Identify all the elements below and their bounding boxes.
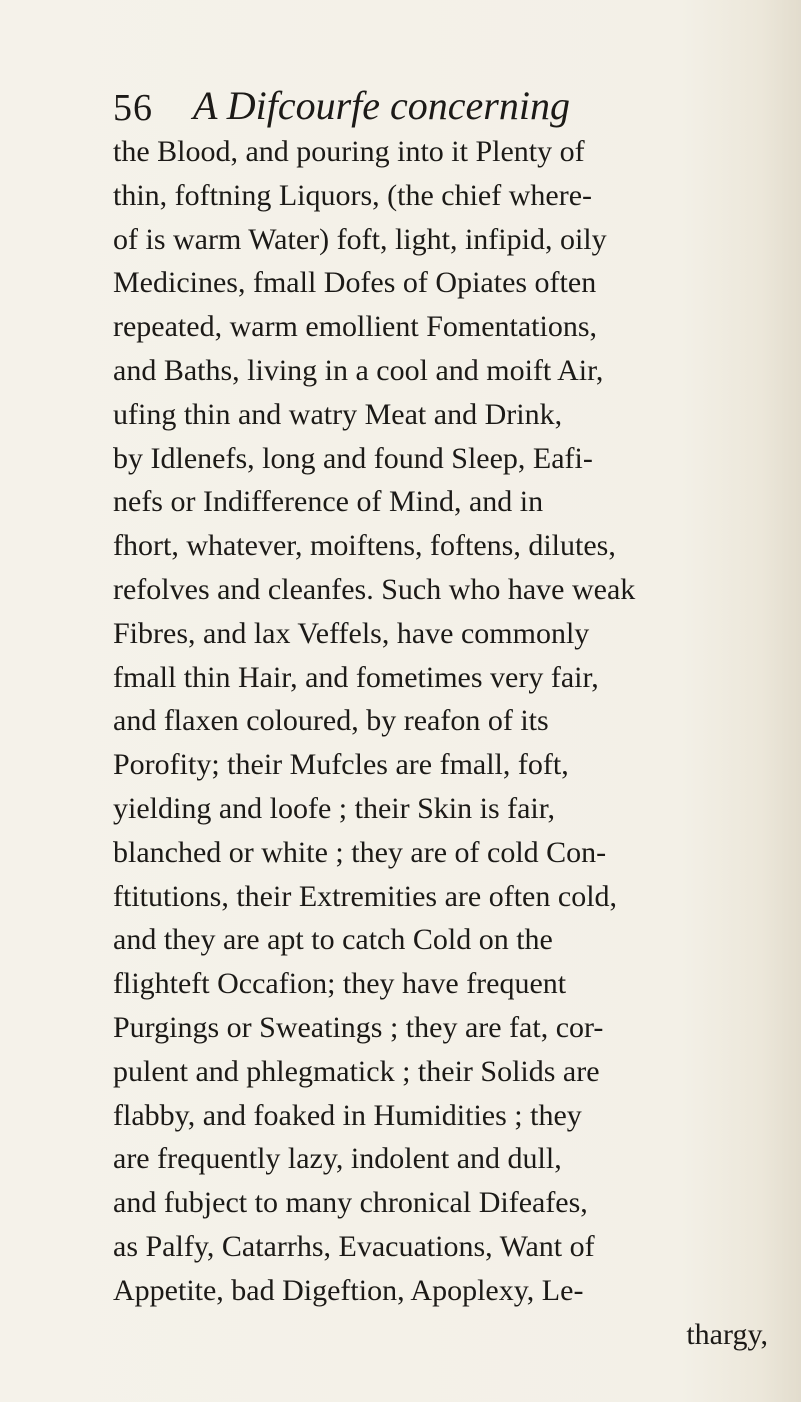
text-line: Appetite, bad Digeftion, Apoplexy, Le- [113,1273,584,1307]
text-line: and Baths, living in a cool and moift Air, [113,353,604,387]
text-line: nefs or Indifference of Mind, and in [113,485,544,519]
body-text [113,130,793,1356]
text-line: flabby, and foaked in Humidities ; they [113,1098,582,1132]
text-line: fhort, whatever, moiftens, foftens, dilutes, [113,529,616,563]
text-line: ufing thin and watry Meat and Drink, [113,397,563,431]
text-line: and they are apt to catch Cold on the [113,923,553,957]
text-line: fmall thin Hair, and fometimes very fair, [113,660,599,694]
text-line: refolves and cleanfes. Such who have weak [113,572,636,606]
text-line: of is warm Water) foft, light, infipid, oily [113,222,607,256]
text-line: as Palfy, Catarrhs, Evacuations, Want of [113,1229,595,1263]
text-line: flighteft Occafion; they have frequent [113,967,567,1001]
text-line: pulent and phlegmatick ; their Solids are [113,1054,600,1088]
text-line: by Idlenefs, long and found Sleep, Eafi- [113,441,593,475]
text-line: thin, foftning Liquors, (the chief where- [113,178,593,212]
text-line: repeated, warm emollient Fomentations, [113,310,598,344]
catchword-line: thargy, [686,1317,768,1351]
text-line: are frequently lazy, indolent and dull, [113,1142,562,1176]
text-line: Purgings or Sweatings ; they are fat, cor- [113,1010,604,1044]
text-line: and flaxen coloured, by reafon of its [113,704,549,738]
text-line: ftitutions, their Extremities are often cold, [113,879,618,913]
text-line: yielding and loofe ; their Skin is fair, [113,791,556,825]
page-header [113,82,713,132]
text-line: the Blood, and pouring into it Plenty of [113,135,585,168]
page-number: 56 [113,87,153,129]
running-head: A Difcourfe concerning [193,83,570,128]
text-line: blanched or white ; they are of cold Con- [113,835,607,869]
text-line: Fibres, and lax Veffels, have commonly [113,616,590,650]
text-line: Porofity; their Mufcles are fmall, foft, [113,748,569,782]
text-line: and fubject to many chronical Difeafes, [113,1186,588,1220]
text-line: Medicines, fmall Dofes of Opiates often [113,266,597,300]
